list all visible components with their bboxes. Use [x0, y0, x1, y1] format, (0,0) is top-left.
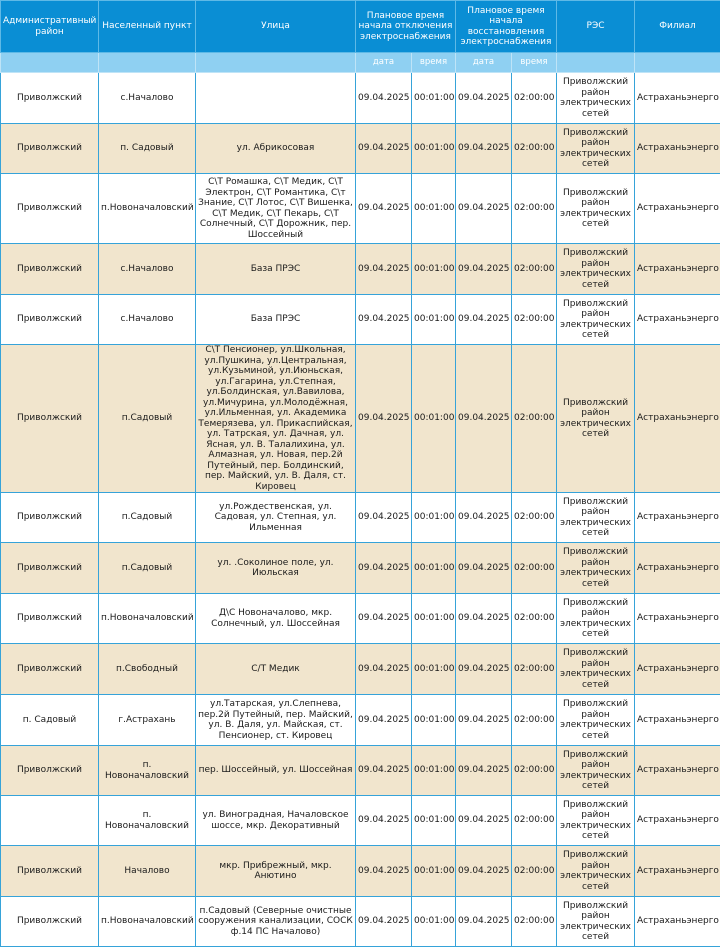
header-res: РЭС: [557, 1, 635, 53]
cell-district: Приволжский: [1, 644, 99, 695]
cell-district: Приволжский: [1, 345, 99, 493]
cell-district: Приволжский: [1, 846, 99, 897]
cell-branch: Астраханьэнерго: [635, 796, 720, 846]
cell-end-time: 02:00:00: [512, 73, 557, 124]
cell-branch: Астраханьэнерго: [635, 73, 720, 124]
cell-start-date: 09.04.2025: [356, 543, 412, 594]
cell-res: Приволжский район электрических сетей: [557, 695, 635, 746]
cell-branch: Астраханьэнерго: [635, 124, 720, 174]
cell-end-time: 02:00:00: [512, 345, 557, 493]
table-row: [1, 897, 720, 947]
cell-start-date: 09.04.2025: [356, 493, 412, 543]
cell-district: Приволжский: [1, 746, 99, 796]
cell-end-time: 02:00:00: [512, 644, 557, 695]
cell-street: С/Т Медик: [196, 644, 356, 695]
subheader-end-date: дата: [456, 53, 512, 73]
cell-district: Приволжский: [1, 174, 99, 244]
cell-locality: п. Садовый: [99, 124, 196, 174]
cell-end-date: 09.04.2025: [456, 695, 512, 746]
cell-start-date: 09.04.2025: [356, 73, 412, 124]
cell-branch: Астраханьэнерго: [635, 695, 720, 746]
table-header: [1, 1, 720, 73]
cell-start-date: 09.04.2025: [356, 124, 412, 174]
subheader-row: [1, 53, 720, 73]
cell-street: ул. Абрикосовая: [196, 124, 356, 174]
cell-start-date: 09.04.2025: [356, 244, 412, 295]
cell-locality: Началово: [99, 846, 196, 897]
cell-street: [196, 73, 356, 124]
cell-end-date: 09.04.2025: [456, 345, 512, 493]
cell-res: Приволжский район электрических сетей: [557, 174, 635, 244]
cell-district: [1, 796, 99, 846]
cell-street: С\Т Ромашка, С\Т Медик, С\Т Электрон, С\Т Романтика, С\т Знание, С\Т Лотос, С\Т Вишенка, С\Т Медик, С\Т Пекарь, С\Т Солнечный, С\Т Дорожник, пер. Шоссейный: [196, 174, 356, 244]
subheader-start-time: время: [412, 53, 456, 73]
table-row: [1, 244, 720, 295]
cell-start-date: 09.04.2025: [356, 897, 412, 947]
cell-start-time: 00:01:00: [412, 796, 456, 846]
cell-street: Д\С Новоначалово, мкр. Солнечный, ул. Шоссейная: [196, 594, 356, 644]
subheader-start-date: дата: [356, 53, 412, 73]
header-street: Улица: [196, 1, 356, 53]
table-row: [1, 644, 720, 695]
table-row: [1, 124, 720, 174]
table-row: [1, 846, 720, 897]
cell-end-time: 02:00:00: [512, 594, 557, 644]
cell-start-time: 00:01:00: [412, 695, 456, 746]
cell-start-time: 00:01:00: [412, 345, 456, 493]
cell-district: Приволжский: [1, 244, 99, 295]
cell-branch: Астраханьэнерго: [635, 543, 720, 594]
cell-end-date: 09.04.2025: [456, 124, 512, 174]
subheader-blank: [635, 53, 720, 73]
cell-street: База ПРЭС: [196, 295, 356, 345]
cell-res: Приволжский район электрических сетей: [557, 244, 635, 295]
table-row: [1, 796, 720, 846]
cell-district: Приволжский: [1, 124, 99, 174]
cell-start-date: 09.04.2025: [356, 846, 412, 897]
cell-start-time: 00:01:00: [412, 644, 456, 695]
cell-start-time: 00:01:00: [412, 746, 456, 796]
cell-start-time: 00:01:00: [412, 846, 456, 897]
cell-end-time: 02:00:00: [512, 746, 557, 796]
cell-street: ул.Рождественская, ул. Садовая, ул. Степная, ул. Ильменная: [196, 493, 356, 543]
cell-district: Приволжский: [1, 73, 99, 124]
cell-end-date: 09.04.2025: [456, 244, 512, 295]
cell-end-date: 09.04.2025: [456, 174, 512, 244]
cell-locality: г.Астрахань: [99, 695, 196, 746]
cell-district: Приволжский: [1, 493, 99, 543]
cell-res: Приволжский район электрических сетей: [557, 897, 635, 947]
cell-end-time: 02:00:00: [512, 295, 557, 345]
subheader-end-time: время: [512, 53, 557, 73]
cell-locality: п.Новоначаловский: [99, 594, 196, 644]
cell-end-time: 02:00:00: [512, 846, 557, 897]
cell-locality: п. Новоначаловский: [99, 796, 196, 846]
cell-locality: п.Свободный: [99, 644, 196, 695]
cell-res: Приволжский район электрических сетей: [557, 594, 635, 644]
header-row: [1, 1, 720, 53]
cell-branch: Астраханьэнерго: [635, 244, 720, 295]
cell-start-date: 09.04.2025: [356, 174, 412, 244]
cell-street: ул.Татарская, ул.Слепнева, пер.2й Путейный, пер. Майский, ул. В. Даля, ул. Майская, ст. Пенсионер, ст. Кировец: [196, 695, 356, 746]
cell-district: п. Садовый: [1, 695, 99, 746]
table-row: [1, 345, 720, 493]
cell-res: Приволжский район электрических сетей: [557, 345, 635, 493]
cell-end-date: 09.04.2025: [456, 594, 512, 644]
cell-res: Приволжский район электрических сетей: [557, 73, 635, 124]
cell-start-time: 00:01:00: [412, 174, 456, 244]
cell-locality: п.Садовый: [99, 345, 196, 493]
cell-res: Приволжский район электрических сетей: [557, 295, 635, 345]
header-outage-start: Плановое время начала отключения электроснабжения: [356, 1, 456, 53]
cell-end-time: 02:00:00: [512, 493, 557, 543]
cell-locality: п.Новоначаловский: [99, 897, 196, 947]
table-body: [1, 73, 720, 947]
table-row: [1, 174, 720, 244]
table-row: [1, 543, 720, 594]
cell-end-time: 02:00:00: [512, 124, 557, 174]
header-district: Административный район: [1, 1, 99, 53]
cell-start-time: 00:01:00: [412, 124, 456, 174]
cell-end-time: 02:00:00: [512, 897, 557, 947]
cell-res: Приволжский район электрических сетей: [557, 846, 635, 897]
cell-res: Приволжский район электрических сетей: [557, 746, 635, 796]
cell-start-time: 00:01:00: [412, 244, 456, 295]
cell-start-time: 00:01:00: [412, 897, 456, 947]
cell-branch: Астраханьэнерго: [635, 746, 720, 796]
subheader-blank: [1, 53, 99, 73]
cell-locality: п.Новоначаловский: [99, 174, 196, 244]
cell-district: Приволжский: [1, 897, 99, 947]
cell-res: Приволжский район электрических сетей: [557, 493, 635, 543]
cell-end-time: 02:00:00: [512, 543, 557, 594]
cell-district: Приволжский: [1, 543, 99, 594]
cell-branch: Астраханьэнерго: [635, 644, 720, 695]
cell-branch: Астраханьэнерго: [635, 897, 720, 947]
cell-start-date: 09.04.2025: [356, 345, 412, 493]
cell-branch: Астраханьэнерго: [635, 174, 720, 244]
cell-street: п.Садовый (Северные очистные сооружения канализации, СОСК ф.14 ПС Началово): [196, 897, 356, 947]
cell-locality: п.Садовый: [99, 543, 196, 594]
cell-start-time: 00:01:00: [412, 493, 456, 543]
cell-locality: п.Садовый: [99, 493, 196, 543]
cell-start-date: 09.04.2025: [356, 695, 412, 746]
cell-branch: Астраханьэнерго: [635, 846, 720, 897]
cell-locality: с.Началово: [99, 295, 196, 345]
cell-street: ул. .Соколиное поле, ул. Июльская: [196, 543, 356, 594]
subheader-blank: [99, 53, 196, 73]
cell-end-date: 09.04.2025: [456, 846, 512, 897]
table-row: [1, 295, 720, 345]
cell-end-time: 02:00:00: [512, 244, 557, 295]
cell-res: Приволжский район электрических сетей: [557, 644, 635, 695]
cell-end-date: 09.04.2025: [456, 746, 512, 796]
cell-street: мкр. Прибрежный, мкр. Анютино: [196, 846, 356, 897]
cell-street: ул. Виноградная, Началовское шоссе, мкр. Декоративный: [196, 796, 356, 846]
cell-locality: с.Началово: [99, 73, 196, 124]
cell-end-time: 02:00:00: [512, 174, 557, 244]
cell-start-time: 00:01:00: [412, 73, 456, 124]
cell-street: пер. Шоссейный, ул. Шоссейная: [196, 746, 356, 796]
cell-branch: Астраханьэнерго: [635, 345, 720, 493]
cell-district: Приволжский: [1, 594, 99, 644]
cell-end-date: 09.04.2025: [456, 295, 512, 345]
cell-end-time: 02:00:00: [512, 695, 557, 746]
cell-res: Приволжский район электрических сетей: [557, 124, 635, 174]
table-row: [1, 746, 720, 796]
cell-locality: п. Новоначаловский: [99, 746, 196, 796]
table-row: [1, 493, 720, 543]
cell-end-date: 09.04.2025: [456, 897, 512, 947]
cell-end-date: 09.04.2025: [456, 644, 512, 695]
cell-start-time: 00:01:00: [412, 594, 456, 644]
cell-street: С\Т Пенсионер, ул.Школьная, ул.Пушкина, ул.Центральная, ул.Кузьминой, ул.Июньская, ул.Гагарина, ул.Степная, ул.Болдинская, ул.Вавилова, ул.Мичурина, ул.Молодёжная, ул.Ильменная, ул. Академика Темерязева, ул. Прикаспийская, ул. Татрская, ул. Дачная, ул. Ясная, ул. В. Талалихина, ул. Алмазная, ул. Новая, пер.2й Путейный, пер. Болдинский, пер. Майский, ул. В. Даля, ст. Кировец: [196, 345, 356, 493]
cell-start-time: 00:01:00: [412, 543, 456, 594]
table-row: [1, 594, 720, 644]
cell-start-time: 00:01:00: [412, 295, 456, 345]
cell-branch: Астраханьэнерго: [635, 295, 720, 345]
header-restore-start: Плановое время начала восстановления электроснабжения: [456, 1, 557, 53]
table-row: [1, 73, 720, 124]
cell-branch: Астраханьэнерго: [635, 594, 720, 644]
cell-locality: с.Началово: [99, 244, 196, 295]
cell-start-date: 09.04.2025: [356, 295, 412, 345]
cell-start-date: 09.04.2025: [356, 746, 412, 796]
cell-res: Приволжский район электрических сетей: [557, 543, 635, 594]
cell-street: База ПРЭС: [196, 244, 356, 295]
header-locality: Населенный пункт: [99, 1, 196, 53]
cell-end-date: 09.04.2025: [456, 73, 512, 124]
table-row: [1, 695, 720, 746]
cell-end-date: 09.04.2025: [456, 543, 512, 594]
subheader-blank: [557, 53, 635, 73]
cell-end-time: 02:00:00: [512, 796, 557, 846]
cell-start-date: 09.04.2025: [356, 644, 412, 695]
cell-res: Приволжский район электрических сетей: [557, 796, 635, 846]
cell-branch: Астраханьэнерго: [635, 493, 720, 543]
cell-district: Приволжский: [1, 295, 99, 345]
cell-end-date: 09.04.2025: [456, 796, 512, 846]
cell-start-date: 09.04.2025: [356, 796, 412, 846]
cell-start-date: 09.04.2025: [356, 594, 412, 644]
cell-end-date: 09.04.2025: [456, 493, 512, 543]
header-branch: Филиал: [635, 1, 720, 53]
subheader-blank: [196, 53, 356, 73]
